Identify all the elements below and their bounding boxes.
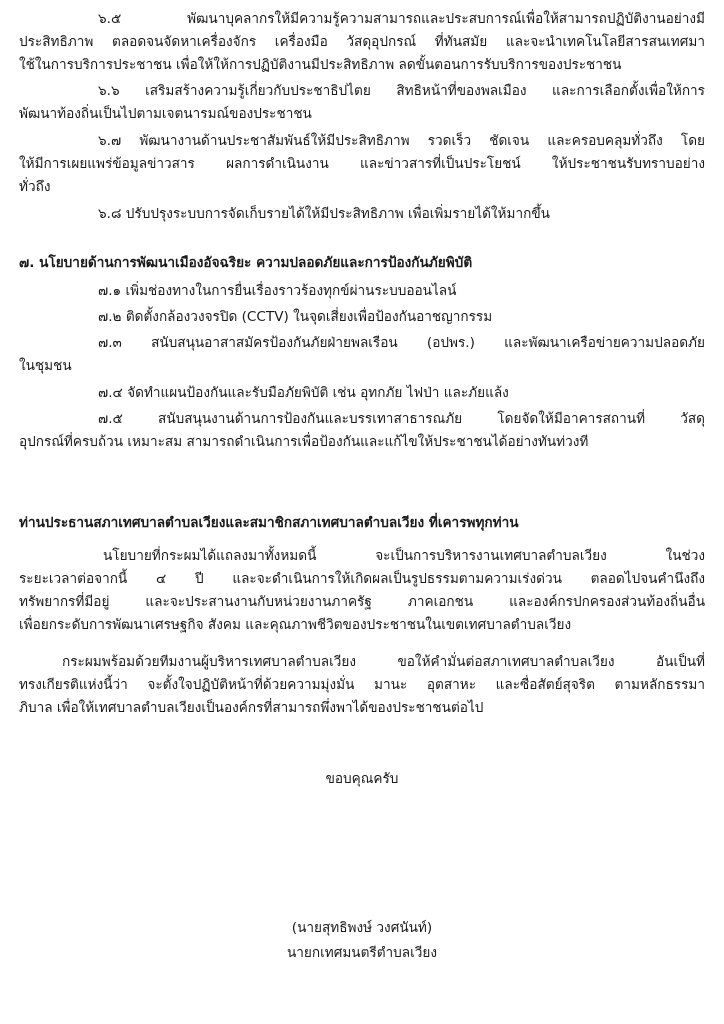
policy-7-3-line-2: ในชุมชน [19,358,72,374]
address-para-1-line-3: ทรัพยากรที่มีอยู่ และจะประสานงานกับหน่วยงานภาครัฐ ภาคเอกชน และองค์กรปกครองส่วนท้องถิ่นอื่น [19,594,705,610]
policy-7-4: ๗.๔ จัดทำแผนป้องกันและรับมือภัยพิบัติ เช่น อุทกภัย ไฟป่า และภัยแล้ง [98,385,509,401]
section-7-heading: ๗. นโยบายด้านการพัฒนาเมืองอัจฉริยะ ความปลอดภัยและการป้องกันภัยพิบัติ [19,255,473,271]
policy-6-5-line-1: ๖.๕ พัฒนาบุคลากรให้มีความรู้ความสามารถและประสบการณ์เพื่อให้สามารถปฏิบัติงานอย่างมี [98,11,705,27]
policy-6-5-line-3: ใช้ในการบริการประชาชน เพื่อให้ให้การปฏิบัติงานมีประสิทธิภาพ ลดขั้นตอนการรับบริการของประชาชน [19,57,622,73]
address-para-1-line-2: ระยะเวลาต่อจากนี้ ๔ ปี และจะดำเนินการให้เกิดผลเป็นรูปธรรมตามความเร่งด่วน ตลอดไปจนคำนึงถึง [19,571,705,587]
policy-6-7-line-1: ๖.๗ พัฒนางานด้านประชาสัมพันธ์ให้มีประสิทธิภาพ รวดเร็ว ชัดเจน และครอบคลุมทั่วถึง โดย [98,133,705,149]
address-para-2-line-2: ทรงเกียรติแห่งนี้ว่า จะตั้งใจปฏิบัติหน้าที่ด้วยความมุ่งมั่น มานะ อุตสาหะ และซื่อสัตย์สุจริต ตามหลักธรรมา [19,677,705,693]
policy-6-7-line-3: ทั่วถึง [19,179,51,195]
address-para-2-line-3: ภิบาล เพื่อให้เทศบาลตำบลเวียงเป็นองค์กรที่สามารถพึ่งพาได้ของประชาชนต่อไป [19,700,484,716]
policy-7-5-line-2: อุปกรณ์ที่ครบถ้วน เหมาะสม สามารถดำเนินการเพื่อป้องกันและแก้ไขให้ประชาชนได้อย่างทันท่วงที [19,434,589,450]
address-para-1-line-4: เพื่อยกระดับการพัฒนาเศรษฐกิจ สังคม และคุณภาพชีวิตของประชาชนในเขตเทศบาลตำบลเวียง [19,617,572,633]
policy-7-1: ๗.๑ เพิ่มช่องทางในการยื่นเรื่องราวร้องทุกข์ผ่านระบบออนไลน์ [98,283,457,299]
signature-name: (นายสุทธิพงษ์ วงศนันท์) [291,920,433,936]
signature-title: นายกเทศมนตรีตำบลเวียง [286,945,438,961]
closing-text: ขอบคุณครับ [325,771,399,787]
address-para-2-line-1: กระผมพร้อมด้วยทีมงานผู้บริหารเทศบาลตำบลเวียง ขอให้คำมั่นต่อสภาเทศบาลตำบลเวียง อันเป็นที่ [62,654,705,670]
policy-6-8-line-1: ๖.๘ ปรับปรุงระบบการจัดเก็บรายได้ให้มีประสิทธิภาพ เพื่อเพิ่มรายได้ให้มากขึ้น [98,206,550,222]
address-para-1-line-1: นโยบายที่กระผมได้แถลงมาทั้งหมดนี้ จะเป็นการบริหารงานเทศบาลตำบลเวียง ในช่วง [103,548,705,564]
policy-6-7-line-2: ให้มีการเผยแพร่ข้อมูลข่าวสาร ผลการดำเนินงาน และข่าวสารที่เป็นประโยชน์ ให้ประชาชนรับทราบอย่าง [19,156,705,172]
policy-6-6-line-2: พัฒนาท้องถิ่นเป็นไปตามเจตนารมณ์ของประชาชน [19,106,312,122]
policy-7-5-line-1: ๗.๕ สนับสนุนงานด้านการป้องกันและบรรเทาสาธารณภัย โดยจัดให้มีอาคารสถานที่ วัสดุ [98,411,705,427]
policy-7-3-line-1: ๗.๓ สนับสนุนอาสาสมัครป้องกันภัยฝ่ายพลเรือน (อปพร.) และพัฒนาเครือข่ายความปลอดภัย [98,335,705,351]
policy-6-5-line-2: ประสิทธิภาพ ตลอดจนจัดหาเครื่องจักร เครื่องมือ วัสดุอุปกรณ์ ที่ทันสมัย และจะนำเทคโนโลยีสารสนเทศมา [19,34,705,50]
policy-6-6-line-1: ๖.๖ เสริมสร้างความรู้เกี่ยวกับประชาธิปไตย สิทธิหน้าที่ของพลเมือง และการเลือกตั้งเพื่อให้การ [98,83,705,99]
policy-7-2: ๗.๒ ติดตั้งกล้องวงจรปิด (CCTV) ในจุดเสี่ยงเพื่อป้องกันอาชญากรรม [98,309,493,325]
address-heading: ท่านประธานสภาเทศบาลตำบลเวียงและสมาชิกสภาเทศบาลตำบลเวียง ที่เคารพทุกท่าน [19,515,519,531]
